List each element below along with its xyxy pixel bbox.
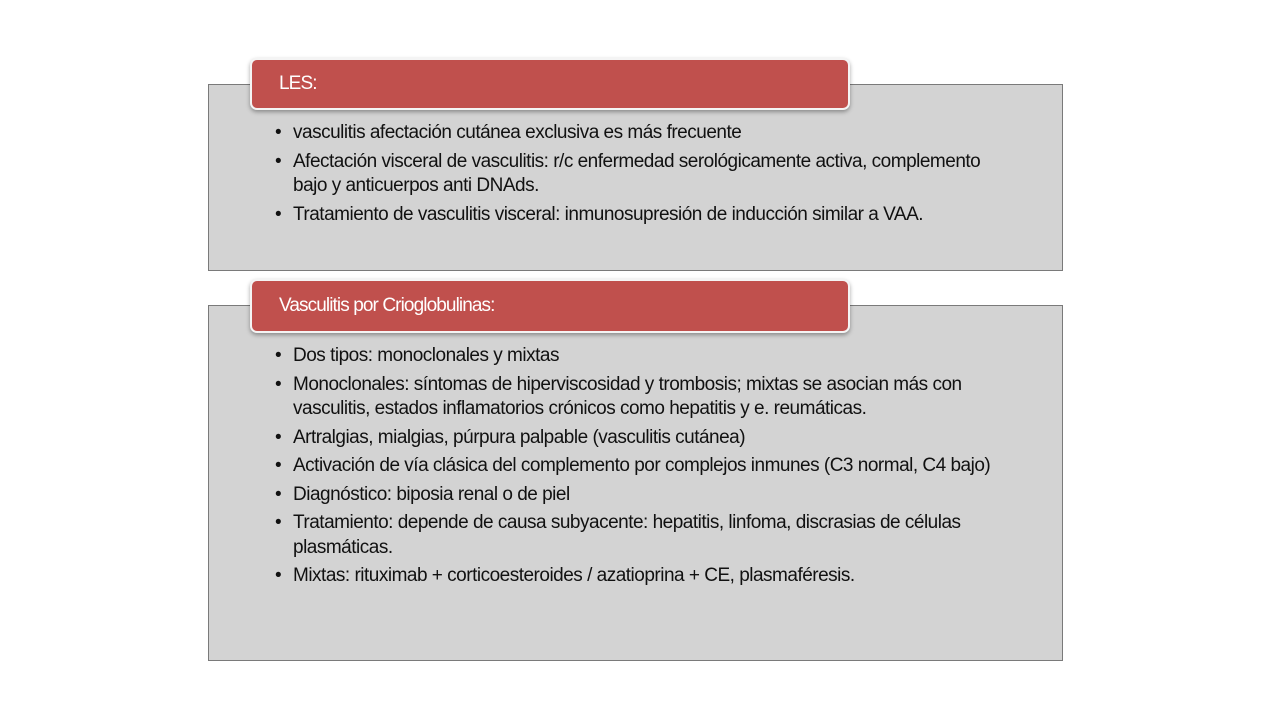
list-item: • Afectación visceral de vasculitis: r/c enfermedad serológicamente activa, complemento bajo y anticuerpos anti DNAds.: [274, 150, 994, 199]
list-item: • Mixtas: rituximab + corticoesteroides / azatioprina + CE, plasmaféresis.: [274, 564, 994, 589]
list-item: • Monoclonales: síntomas de hiperviscosidad y trombosis; mixtas se asocian más con vasculitis, estados inflamatorios crónicos como hepatitis y e. reumáticas.: [274, 373, 994, 422]
list-item: • Dos tipos: monoclonales y mixtas: [274, 344, 994, 369]
list-item: • vasculitis afectación cutánea exclusiva es más frecuente: [274, 121, 994, 146]
list-item: • Tratamiento: depende de causa subyacente: hepatitis, linfoma, discrasias de células plasmáticas.: [274, 511, 994, 560]
les-title: LES:: [279, 73, 317, 94]
les-header: [250, 58, 850, 110]
crioglobulinas-header: [250, 279, 850, 333]
list-item: • Artralgias, mialgias, púrpura palpable (vasculitis cutánea): [274, 426, 994, 451]
les-bullet-list: [274, 121, 994, 231]
crioglobulinas-bullet-list: [274, 344, 994, 593]
list-item: • Activación de vía clásica del complemento por complejos inmunes (C3 normal, C4 bajo): [274, 454, 994, 479]
list-item: • Tratamiento de vasculitis visceral: inmunosupresión de inducción similar a VAA.: [274, 203, 994, 228]
crioglobulinas-title: Vasculitis por Crioglobulinas:: [279, 295, 495, 316]
list-item: • Diagnóstico: biposia renal o de piel: [274, 483, 994, 508]
